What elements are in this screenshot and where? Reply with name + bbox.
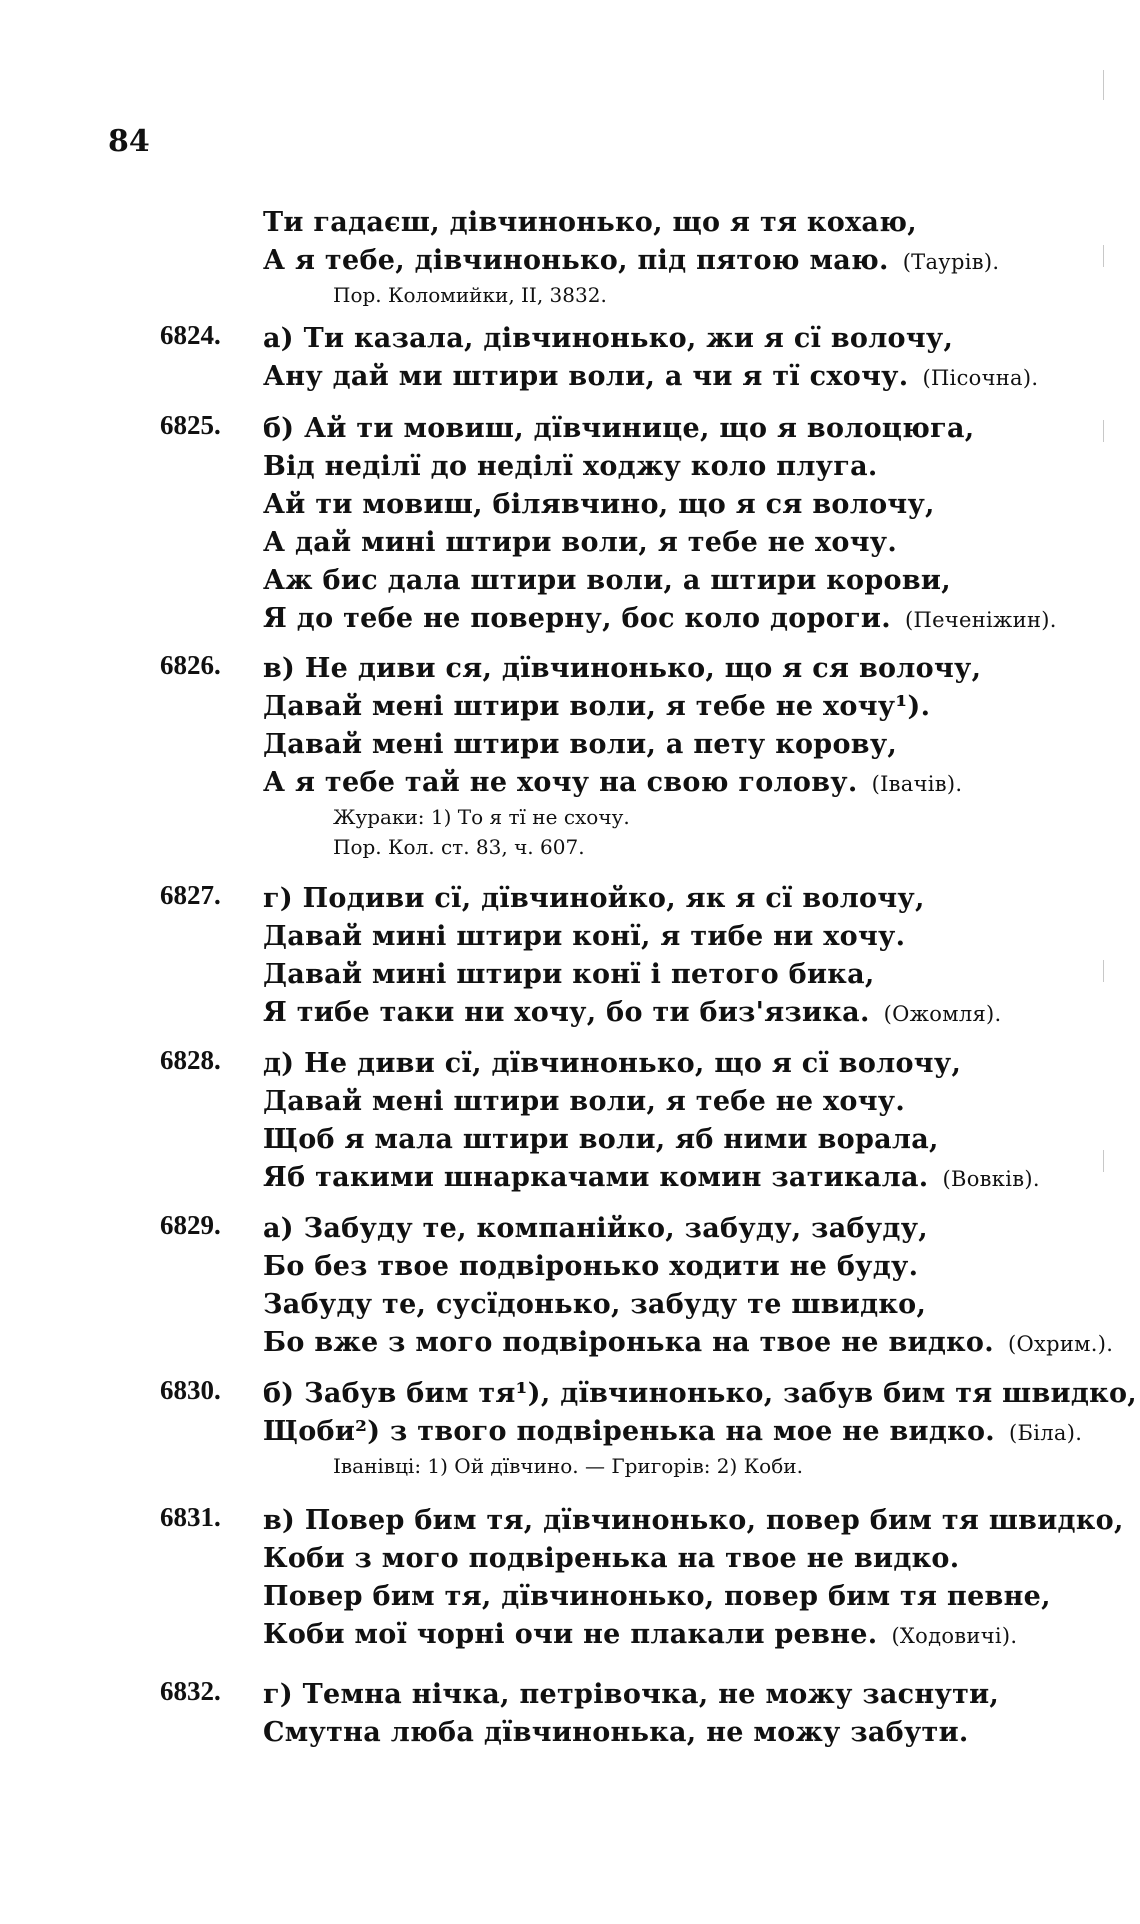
verse-line: Давай мині штири конї і петого бика,: [263, 959, 875, 990]
source-village: (Печеніжин).: [904, 608, 1057, 632]
verse-line: а) Забуду те, компанійко, забуду, забуду,: [263, 1213, 928, 1244]
verse-line: г) Темна нічка, петрівочка, не можу заснути,: [263, 1679, 1000, 1710]
entry-number: 6829.: [160, 1210, 221, 1240]
verse-line: Давай мині штири конї, я тибе ни хочу.: [263, 921, 906, 952]
entry-number: 6831.: [160, 1502, 221, 1532]
source-village: (Пісочна).: [922, 366, 1039, 390]
verse-line: Бо без твое подвіронько ходити не буду.: [263, 1251, 919, 1282]
verse-line: а) Ти казала, дівчинонько, жи я сї волочу,: [263, 323, 954, 354]
verse-line: Давай мені штири воли, я тебе не хочу.: [263, 1086, 906, 1117]
verse-line: Бо вже з мого подвіронька на твое не видко. (Охрим.).: [263, 1327, 1114, 1358]
verse-line: д) Не диви сї, дївчинонько, що я сї волочу,: [263, 1048, 962, 1079]
verse-line: Коби мої чорні очи не плакали ревне. (Ходовичі).: [263, 1619, 1018, 1650]
verse-line: Забуду те, сусїдонько, забуду те швидко,: [263, 1289, 927, 1320]
margin-scan-mark: [1103, 960, 1104, 982]
source-village: (Охрим.).: [1007, 1332, 1114, 1356]
verse-line: А я тебе тай не хочу на свою голову. (Івачів).: [263, 767, 963, 798]
verse-line: в) Не диви ся, дївчинонько, що я ся волочу,: [263, 653, 982, 684]
source-village: (Івачів).: [871, 772, 963, 796]
verse-line: Ану дай ми штири воли, а чи я тї схочу. (Пісочна).: [263, 361, 1039, 392]
verse-line: Смутна люба дївчинонька, не можу забути.: [263, 1717, 969, 1748]
footnote: Іванівці: 1) Ой дївчино. — Григорів: 2) Коби.: [333, 1454, 803, 1478]
entry-number: 6825.: [160, 410, 221, 440]
entry-number: 6830.: [160, 1375, 221, 1405]
footnote: Пор. Коломийки, II, 3832.: [333, 283, 607, 307]
entry-number: 6826.: [160, 650, 221, 680]
footnote: Жураки: 1) То я тї не схочу.: [333, 805, 630, 829]
source-village: (Ожомля).: [883, 1002, 1002, 1026]
verse-line: Повер бим тя, дївчинонько, повер бим тя певне,: [263, 1581, 1051, 1612]
margin-scan-mark: [1103, 1150, 1104, 1172]
source-village: (Ходовичі).: [891, 1624, 1018, 1648]
verse-line: в) Повер бим тя, дївчинонько, повер бим тя швидко,: [263, 1505, 1124, 1536]
margin-scan-mark: [1103, 245, 1104, 267]
verse-line: Ти гадаєш, дівчинонько, що я тя кохаю,: [263, 207, 917, 238]
verse-line: Від неділї до неділї ходжу коло плуга.: [263, 451, 878, 482]
verse-line: б) Забув бим тя¹), дївчинонько, забув бим тя швидко,: [263, 1378, 1137, 1409]
verse-line: Щоби²) з твого подвіренька на мое не видко. (Біла).: [263, 1416, 1083, 1447]
source-village: (Вовків).: [942, 1167, 1040, 1191]
verse-line: Коби з мого подвіренька на твое не видко.: [263, 1543, 960, 1574]
verse-line: А дай мині штири воли, я тебе не хочу.: [263, 527, 898, 558]
source-village: (Таурів).: [902, 250, 1000, 274]
verse-line: Я до тебе не поверну, бос коло дороги. (Печеніжин).: [263, 603, 1057, 634]
margin-scan-mark: [1103, 70, 1104, 100]
entry-number: 6827.: [160, 880, 221, 910]
verse-line: г) Подиви сї, дївчинойко, як я сї волочу,: [263, 883, 925, 914]
verse-line: Щоб я мала штири воли, яб ними ворала,: [263, 1124, 939, 1155]
verse-line: б) Ай ти мовиш, дївчинице, що я волоцюга,: [263, 413, 975, 444]
entry-number: 6824.: [160, 320, 221, 350]
source-village: (Біла).: [1009, 1421, 1083, 1445]
verse-line: Я тибе таки ни хочу, бо ти биз'язика. (Ожомля).: [263, 997, 1002, 1028]
verse-line: Ай ти мовиш, білявчино, що я ся волочу,: [263, 489, 935, 520]
verse-line: Яб такими шнаркачами комин затикала. (Вовків).: [263, 1162, 1040, 1193]
verse-line: Аж бис дала штири воли, а штири корови,: [263, 565, 951, 596]
entry-number: 6828.: [160, 1045, 221, 1075]
margin-scan-mark: [1103, 420, 1104, 442]
verse-line: Давай мені штири воли, а пету корову,: [263, 729, 898, 760]
page-number: 84: [108, 124, 150, 159]
entry-number: 6832.: [160, 1676, 221, 1706]
verse-line: А я тебе, дівчинонько, під пятою маю. (Таурів).: [263, 245, 1000, 276]
footnote: Пор. Кол. ст. 83, ч. 607.: [333, 835, 585, 859]
verse-line: Давай мені штири воли, я тебе не хочу¹).: [263, 691, 931, 722]
